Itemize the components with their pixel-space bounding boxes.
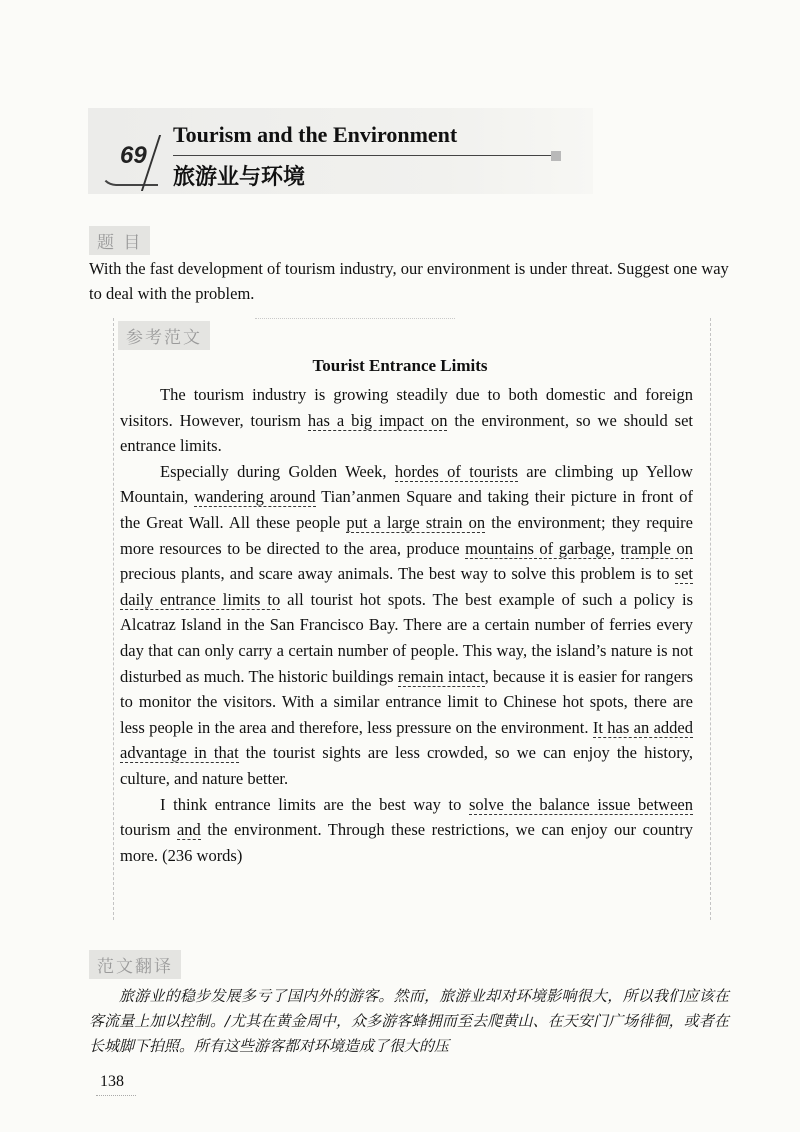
translation-label: 范文翻译 [89,950,181,979]
essay-text: I think entrance limits are the best way to [160,794,470,814]
essay-paragraph [120,382,693,459]
essay-text: the environment; they require more resources to be directed to the area, produce [120,512,693,558]
essay-text: tourism [120,820,177,840]
page-title-chinese: 旅游业与环境 [173,164,306,189]
essay-text: , [610,538,621,558]
underlined-phrase: wandering around [194,487,316,507]
translation-text: 旅游业的稳步发展多亏了国内外的游客。然而，旅游业却对环境影响很大，所以我们应该在客流量上加以控制。/尤其在黄金周中，众多游客蜂拥而至去爬黄山、在天安门广场徘徊，或者在长城脚下拍照。所有这些游客都对环境造成了很大的压 [89,987,729,1055]
page-number-dots [96,1095,136,1096]
essay-text: The tourism industry is growing steadily due to both domestic and foreign visitors. However, tourism [120,385,693,430]
underlined-phrase: put a large strain on [346,512,486,532]
page-number: 138 [100,1073,124,1090]
essay-label: 参考范文 [118,321,210,350]
essay-body [120,382,693,868]
unit-number: 69 [120,142,147,169]
underlined-phrase: set daily entrance limits to [120,564,693,609]
underlined-phrase: remain intact [397,666,485,686]
essay-text: , because it is easier for rangers to monitor the visitors. With a similar entrance limit to Chinese hot spots, there are less people in the area and therefore, less pressure on the environment. [120,666,693,737]
unit-number-decoration [100,170,158,186]
underlined-phrase: solve the balance issue between [469,794,693,814]
essay-title: Tourist Entrance Limits [312,356,488,375]
essay-text: are climbing up Yellow Mountain, [120,461,693,507]
essay-text: Tian’anmen Square and taking their picture in front of the Great Wall. All these people [120,487,693,532]
underlined-phrase: mountains of garbage [465,538,611,558]
prompt-text: With the fast development of tourism industry, our environment is under threat. Suggest one way to deal with the problem. [89,259,729,303]
essay-paragraph [120,459,693,792]
essay-text: Especially during Golden Week, [160,461,395,481]
essay-text: the environment. Through these restrictions, we can enjoy our country more. (236 words) [120,820,693,865]
essay-text: precious plants, and scare away animals. The best way to solve this problem is to [120,564,675,584]
underlined-phrase: and [176,820,201,840]
prompt-label: 题 目 [89,226,150,255]
essay-text: the environment, so we should set entrance limits. [120,410,693,456]
page-title-english: Tourism and the Environment [173,122,458,147]
underlined-phrase: trample on [620,538,693,558]
essay-paragraph [120,792,693,869]
header-band [88,108,593,194]
title-divider [173,155,551,156]
essay-text: all tourist hot spots. The best example of such a policy is Alcatraz Island in the San Francisco Bay. There are a certain number of ferries every day that can only carry a certain number of people. This way, the island’s nature is not disturbed as much. The historic buildings [120,589,693,686]
underlined-phrase: It has an added advantage in that [120,717,693,763]
underlined-phrase: hordes of tourists [394,461,518,481]
underlined-phrase: has a big impact on [307,410,448,430]
essay-text: the tourist sights are less crowded, so we can enjoy the history, culture, and nature better. [120,743,693,788]
essay-frame-dots [255,318,455,319]
title-square-ornament [551,151,561,161]
